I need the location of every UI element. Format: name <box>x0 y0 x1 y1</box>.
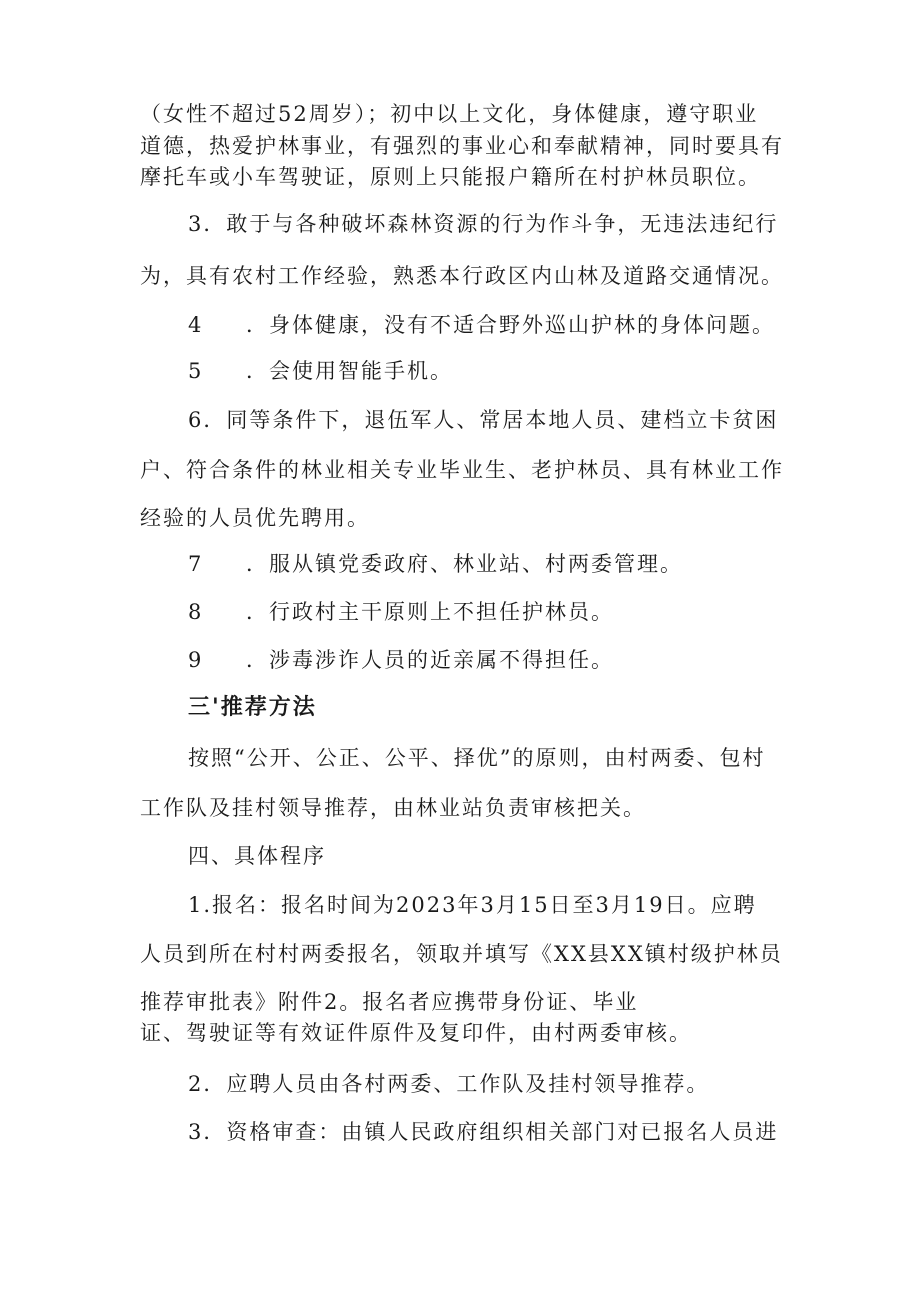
item-6-line-2: 户、符合条件的林业相关专业毕业生、老护林员、具有林业工作 <box>140 458 784 482</box>
item-3-line-2: 为，具有农村工作经验，熟悉本行政区内山林及道路交通情况。 <box>140 264 784 288</box>
item-number: 5 <box>188 359 204 383</box>
text-line: 道德，热爱护林事业，有强烈的事业心和奉献精神，同时要具有 <box>140 134 784 158</box>
text-line: 摩托车或小车驾驶证，原则上只能报户籍所在村护林员职位。 <box>140 165 761 189</box>
item-3-line-1: 3．敢于与各种破坏森林资源的行为作斗争，无违法违纪行 <box>188 212 779 236</box>
section-heading-procedure: 四、具体程序 <box>188 844 326 868</box>
item-number: 9 <box>188 648 204 672</box>
item-4 <box>188 311 775 339</box>
item-6-line-1: 6．同等条件下，退伍军人、常居本地人员、建档立卡贫困 <box>188 408 779 432</box>
item-number: 7 <box>188 552 204 576</box>
procedure-1-line-1: 1.报名：报名时间为2023年3月15日至3月19日。应聘 <box>188 893 757 917</box>
item-number: 4 <box>188 313 204 337</box>
item-9 <box>188 646 614 674</box>
item-text: ．行政村主干原则上不担任护林员。 <box>246 600 614 624</box>
item-number: 8 <box>188 600 204 624</box>
section-heading-recommend: 三'推荐方法 <box>188 695 317 720</box>
procedure-3-line-1: 3．资格审查：由镇人民政府组织相关部门对已报名人员进 <box>188 1120 779 1144</box>
item-5 <box>188 357 453 385</box>
recommend-line-1: 按照“公开、公正、公平、择优”的原则，由村两委、包村 <box>188 746 766 770</box>
item-text: ．会使用智能手机。 <box>246 359 453 383</box>
item-7 <box>188 550 683 578</box>
item-6-line-3: 经验的人员优先聘用。 <box>140 506 370 530</box>
procedure-1-line-2: 人员到所在村村两委报名，领取并填写《XX县XX镇村级护林员 <box>140 942 783 966</box>
item-8 <box>188 598 614 626</box>
procedure-1-line-4: 证、驾驶证等有效证件原件及复印件，由村两委审核。 <box>140 1021 692 1045</box>
item-text: ．服从镇党委政府、林业站、村两委管理。 <box>246 552 683 576</box>
procedure-2: 2．应聘人员由各村两委、工作队及挂村领导推荐。 <box>188 1072 710 1096</box>
procedure-1-line-3: 推荐审批表》附件2。报名者应携带身份证、毕业 <box>140 990 639 1014</box>
text-line: （女性不超过52周岁）；初中以上文化，身体健康，遵守职业 <box>140 102 759 126</box>
item-text: ．身体健康，没有不适合野外巡山护林的身体问题。 <box>246 313 775 337</box>
item-text: ．涉毒涉诈人员的近亲属不得担任。 <box>246 648 614 672</box>
recommend-line-2: 工作队及挂村领导推荐，由林业站负责审核把关。 <box>140 796 646 820</box>
